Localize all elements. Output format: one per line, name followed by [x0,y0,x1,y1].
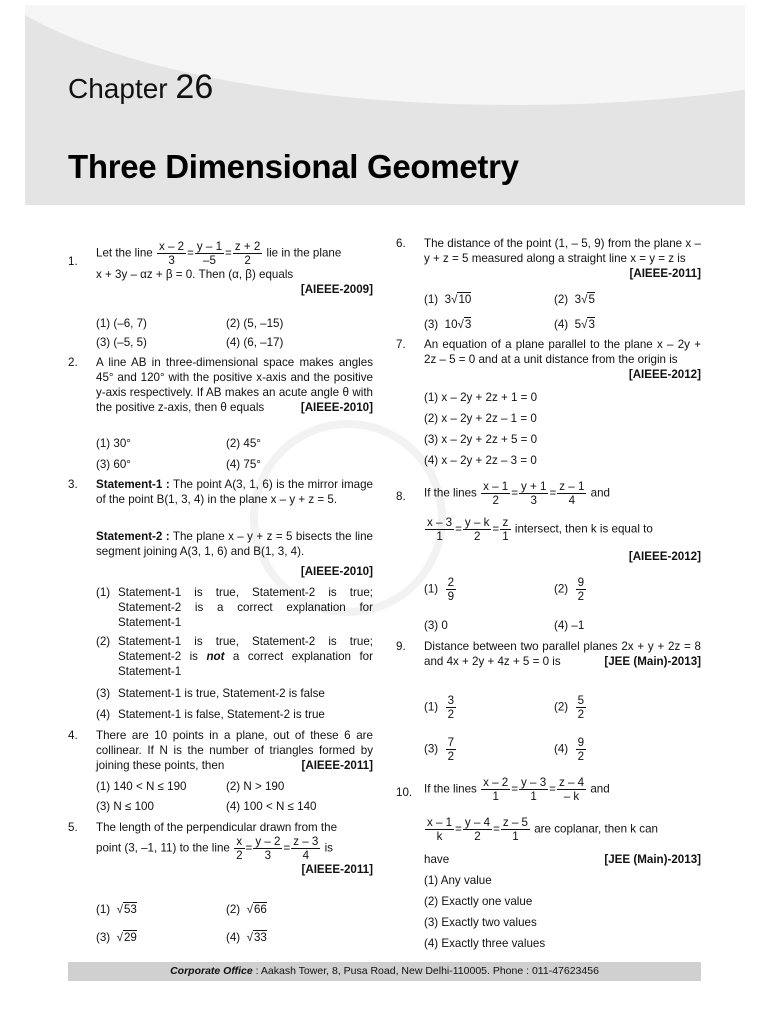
option: (4) √33 [226,931,267,944]
coefficient: 10 [444,318,458,331]
den: – k [563,790,580,803]
option-text: Statement-1 is true, Statement-2 is true; Statement-2 is a correct explanation for Statement-1 [118,586,373,629]
fraction [446,736,456,763]
option [554,736,587,763]
footer-label: Corporate Office [170,965,253,977]
num: z – 5 [502,816,528,829]
coefficient: 3 [574,293,582,306]
option-number: (1) [424,582,439,596]
text: is [324,841,333,855]
question-number: 10. [396,786,413,799]
num: x – 1 [427,816,453,829]
option-number: (4) [554,318,569,331]
option-number: (3) [424,318,439,331]
option: (4) 100 < N ≤ 140 [226,800,317,813]
radicand: 53 [123,903,137,916]
fraction [519,480,548,507]
option [96,686,373,701]
text: Let the line [96,246,153,260]
fraction [481,480,510,507]
fraction [157,240,186,267]
option-number: (1) [96,586,111,599]
statement-1 [96,477,373,507]
den: 1 [530,790,537,803]
label: Statement-2 : [96,530,170,543]
option-number: (4) [554,742,569,756]
question-8-cont: $\frac{x - 3}{1}$ = $\frac{y - k}{2}$ = $\frac{z}{1}$ intersect, then k is equal to [427,516,653,543]
den: 9 [447,590,455,603]
option: (2) (5, –15) [226,317,284,330]
option [96,585,373,630]
num: y – k [464,516,490,529]
den: 1 [502,530,509,543]
question-text [424,236,701,281]
statement-2 [96,529,373,559]
exam-tag: [AIEEE-2010] [300,565,373,578]
exam-tag: [AIEEE-2012] [628,368,701,381]
option: (1) Any value [424,874,492,887]
question-text: Let the line $\frac{x - 2}{3}$ = $\frac{y - 1}{-5}$ = $\frac{z + 2}{2}$ lie in the plane x + 3y – αz + β = 0. Then (α, β) equals [AIEEE-2009] [96,240,373,296]
den: 1 [492,790,499,803]
option: (2) N > 190 [226,780,285,793]
text: There are 10 points in a plane, out of these 6 are collinear. If N is the number of triangles formed by joining these points, then [96,729,373,772]
text: have [424,853,450,866]
question-text [96,728,373,773]
num: y – 3 [521,776,547,789]
chapter-word: Chapter [68,73,168,104]
fraction [463,516,491,543]
fraction [446,694,456,721]
question-number: 1. [68,255,78,268]
question-text [424,337,701,382]
option-number: (1) [424,293,439,306]
text: A line AB in three-dimensional space makes angles 45° and 120° with the positive x-axis and the positive y-axis respectively. If AB makes an acute angle θ with the positive z-axis, then θ equals [96,356,373,414]
den: 2 [447,750,455,763]
den: 2 [474,830,481,843]
option-number: (2) [554,293,569,306]
option [96,634,373,679]
option: (3) 60° [96,458,131,471]
option [554,576,587,603]
fraction [233,240,262,267]
option-text: Statement-1 is true, Statement-2 is false [118,687,325,700]
label: Statement-1 : [96,478,170,491]
num: x [234,835,244,849]
option [554,694,587,721]
coefficient: 5 [574,318,582,331]
den: 2 [447,708,455,721]
option: (1) x – 2y + 2z + 1 = 0 [424,391,538,404]
text: are coplanar, then k can [534,822,658,836]
option: (1) 140 < N ≤ 190 [96,780,187,793]
question-text: If the lines $\frac{x - 2}{1}$ = $\frac{y - 3}{1}$ = $\frac{z - 4}{- k}$ and [424,776,610,803]
text: The length of the perpendicular drawn from the [96,821,338,834]
chapter-number: 26 [175,68,214,106]
radicand: 33 [253,931,267,944]
page-title: Three Dimensional Geometry [68,148,519,185]
fraction [253,835,282,862]
option: (4) x – 2y + 2z – 3 = 0 [424,454,537,467]
exam-tag: [AIEEE-2011] [629,267,701,280]
num: z + 2 [234,240,261,253]
fraction [576,736,586,763]
radicand: 29 [123,931,137,944]
text: and [590,782,610,796]
radicand: 3 [464,318,472,331]
text: lie in the plane [266,246,342,260]
option: (3) 10√3 [424,318,472,331]
option: (4) 75° [226,458,261,471]
text: If the lines [424,782,477,796]
option: (3) 0 [424,619,448,632]
fraction [234,835,244,862]
option-number: (4) [226,931,241,944]
num: y – 1 [196,240,223,253]
option-number: (3) [96,931,111,944]
text: point (3, –1, 11) to the line [96,841,230,855]
num: x – 3 [427,516,453,529]
option: (2) Exactly one value [424,895,533,908]
option-number: (4) [96,708,111,721]
fraction [576,694,586,721]
option-number: (3) [96,687,111,700]
den: 3 [530,494,537,507]
question-number: 8. [396,490,406,503]
num: x – 2 [158,240,185,253]
text: Statement-1 is true, Statement-2 is true; Statement-2 is [118,635,373,663]
fraction [481,776,510,803]
question-number: 2. [68,356,78,369]
option: (4) –1 [554,619,585,632]
fraction [576,576,586,603]
option [96,707,373,722]
option-text: Statement-1 is false, Statement-2 is true [118,708,325,721]
exam-tag: [AIEEE-2012] [628,550,701,563]
num: 5 [577,694,585,707]
question-10-cont: $\frac{x - 1}{k}$ = $\frac{y - 4}{2}$ = $\frac{z - 5}{1}$ are coplanar, then k can [427,816,658,843]
fraction [500,516,510,543]
den: 1 [512,830,519,843]
option: (4) 5√3 [554,318,595,331]
exam-tag: [AIEEE-2011] [301,863,373,876]
text: The point A(3, 1, 6) is the mirror image of the point B(1, 3, 4) in the plane x – y + z = 5. [96,478,373,506]
option: (4) Exactly three values [424,937,546,950]
num: 2 [447,576,455,589]
den: 1 [436,530,443,543]
question-number: 5. [68,821,78,834]
fraction [195,240,224,267]
text: x + 3y – αz + β = 0. Then (α, β) equals [96,268,294,281]
exam-tag: [JEE (Main)-2013] [604,853,701,866]
num: x – 1 [483,480,509,493]
question-number: 6. [396,237,406,250]
radicand: 3 [588,318,595,331]
den: 2 [244,254,251,267]
option-number: (2) [554,700,569,714]
den: –5 [203,254,216,267]
den: 2 [473,530,481,543]
footer-bar [68,962,701,981]
option-number: (2) [226,903,241,916]
option: (3) N ≤ 100 [96,800,154,813]
fraction [519,776,548,803]
text: intersect, then k is equal to [514,522,653,536]
text: The plane x – y + z = 5 bisects the line segment joining A(3, 1, 6) and B(1, 3, 4). [96,530,373,558]
den: 4 [568,494,576,507]
radicand: 5 [588,293,595,306]
fraction [291,835,320,862]
den: 4 [302,849,310,862]
option: (4) (6, –17) [226,336,284,349]
option: (1) 3√10 [424,293,472,306]
question-text: The length of the perpendicular drawn from the point (3, –1, 11) to the line $\frac{x}{2}$ = $\frac{y - 2}{3}$ = $\frac{z - 3}{4}$ is [AIEEE-2011] [96,821,373,876]
num: 9 [577,576,585,589]
option-text [118,634,373,679]
num: x – 2 [483,776,509,789]
emphasis: not [206,650,225,663]
option-number: (1) [424,700,439,714]
text: a correct explanation for Statement-1 [118,650,373,678]
option: (3) Exactly two values [424,916,537,929]
question-number: 7. [396,338,406,351]
option: (3) √29 [96,931,137,944]
option: (3) (–5, 5) [96,336,147,349]
den: k [436,830,443,843]
option: (1) (–6, 7) [96,317,147,330]
num: 7 [447,736,455,749]
option: (3) x – 2y + 2z + 5 = 0 [424,433,538,446]
exam-tag: [AIEEE-2011] [301,759,373,772]
question-text: If the lines $\frac{x - 1}{2}$ = $\frac{y + 1}{3}$ = $\frac{z - 1}{4}$ and [424,480,610,507]
radicand: 10 [458,293,472,306]
option: (2) x – 2y + 2z – 1 = 0 [424,412,537,425]
option [424,576,457,603]
fraction [425,816,454,843]
num: y + 1 [521,480,547,493]
option-number: (2) [96,635,111,648]
fraction [557,480,586,507]
den: 2 [577,750,585,763]
num: 9 [577,736,585,749]
question-text [424,639,701,669]
option [424,736,457,763]
option-number: (2) [554,582,569,596]
option [424,694,457,721]
option-number: (1) [96,903,111,916]
footer-text: : Aakash Tower, 8, Pusa Road, New Delhi-110005. Phone : 011-47623456 [255,965,599,977]
den: 3 [264,849,272,862]
question-text [96,355,373,415]
option: (2) √66 [226,903,267,916]
den: 2 [492,494,499,507]
num: y – 4 [464,816,491,829]
fraction [446,576,456,603]
text: If the lines [424,486,477,500]
exam-tag: [JEE (Main)-2013] [604,655,701,668]
option: (2) 3√5 [554,293,595,306]
den: 3 [168,254,175,267]
num: z – 4 [558,776,585,789]
den: 2 [577,590,585,603]
question-number: 3. [68,478,78,491]
question-number: 4. [68,729,78,742]
text: An equation of a plane parallel to the plane x – 2y + 2z – 5 = 0 and at a unit distance from the origin is [424,338,701,366]
num: z [500,516,510,530]
den: 2 [577,708,585,721]
coefficient: 3 [444,293,452,306]
num: z – 3 [293,835,319,848]
option: (1) 30° [96,437,131,450]
text: and [590,486,610,500]
fraction [425,516,454,543]
text: Distance between two parallel planes 2x + y + 2z = 8 and 4x + 2y + 4z + 5 = 0 is [424,640,701,668]
option: (2) 45° [226,437,261,450]
chapter-label [68,68,213,107]
text: The distance of the point (1, – 5, 9) from the plane x – y + z = 5 measured along a straight line x = y = z is [424,237,701,265]
num: y – 2 [255,835,281,848]
radicand: 66 [253,903,267,916]
fraction [463,816,492,843]
exam-tag: [AIEEE-2009] [300,283,373,296]
question-number: 9. [396,640,406,653]
fraction [557,776,586,803]
exam-tag: [AIEEE-2010] [300,401,373,414]
den: 2 [236,849,243,862]
fraction [501,816,530,843]
num: 3 [447,694,455,707]
option: (1) √53 [96,903,137,916]
option-number: (3) [424,742,439,756]
num: z – 1 [559,480,585,493]
